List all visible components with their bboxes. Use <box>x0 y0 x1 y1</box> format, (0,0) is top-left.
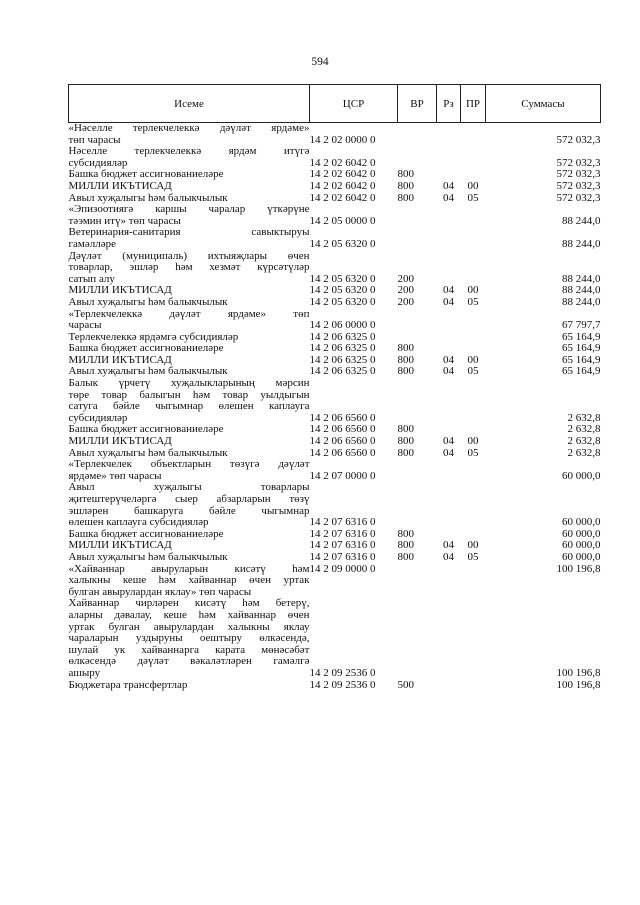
row-name-line: эшләрен башкаруга бәйле чыгымнар <box>68 504 310 517</box>
row-name <box>69 204 310 227</box>
row-name-line: сатып алу <box>68 272 115 285</box>
row-name-line: Дәүләт (муниципаль) ихтыяҗлары өчен <box>68 249 310 262</box>
row-rz: 04 <box>443 365 454 378</box>
row-csr: 14 2 07 6316 0 <box>309 527 376 540</box>
row-sum: 60 000,0 <box>562 516 601 529</box>
row-name-line: ашыру <box>68 666 101 679</box>
row-name-line: төп чарасы <box>68 133 121 146</box>
row-sum: 88 244,0 <box>562 272 601 285</box>
row-vr: 800 <box>397 365 414 378</box>
row-name-line: субсидияләр <box>68 411 128 424</box>
row-name-line: Башка бюджет ассигнованиеләре <box>68 168 224 181</box>
row-vr: 800 <box>397 179 414 192</box>
row-name-line: уртак булган авырулардан халыкны яклау <box>68 620 310 633</box>
row-name-line: Нәселле терлекчелеккә ярдәм итүгә <box>68 145 310 158</box>
table-row <box>69 552 601 564</box>
row-csr: 14 2 05 6320 0 <box>309 295 376 308</box>
row-csr: 14 2 02 6042 0 <box>309 168 376 181</box>
row-sum: 2 632,8 <box>567 411 601 424</box>
row-name-line: МИЛЛИ ИКЪТИСАД <box>68 353 172 366</box>
row-pr: 00 <box>467 353 479 366</box>
row-name-line: өлешен каплауга субсидияләр <box>68 516 209 529</box>
row-name-line: Башка бюджет ассигнованиеләре <box>68 342 224 355</box>
row-pr <box>461 204 486 227</box>
row-sum: 88 244,0 <box>562 295 601 308</box>
row-rz <box>437 227 461 250</box>
header-csr: ЦСР <box>310 85 398 123</box>
row-name-line: чарасы <box>68 319 102 332</box>
row-csr: 14 2 07 6316 0 <box>309 516 376 529</box>
row-rz <box>437 680 461 692</box>
row-sum: 572 032,3 <box>556 179 601 192</box>
row-name-line: Балык үрчетү хуҗалыкларының мәрсин <box>68 377 310 390</box>
row-sum: 65 164,9 <box>562 365 601 378</box>
row-name <box>69 146 310 169</box>
row-vr: 800 <box>397 550 414 563</box>
row-csr: 14 2 06 6560 0 <box>309 423 376 436</box>
row-vr: 200 <box>397 272 414 285</box>
row-vr: 200 <box>397 295 414 308</box>
table-row <box>69 297 601 309</box>
row-name <box>69 123 310 147</box>
row-name-line: сатуга бәйле чыгымнар өлешен каплауга <box>68 400 310 413</box>
row-name <box>69 564 310 599</box>
row-pr <box>461 564 486 599</box>
row-name <box>69 309 310 332</box>
row-csr: 14 2 05 6320 0 <box>309 284 376 297</box>
row-name-line: Хайваннар чирләрен кисәтү һәм бетерү, <box>68 597 310 610</box>
row-name-line: Авыл хуҗалыгы һәм балыкчылык <box>68 365 228 378</box>
table-row <box>69 204 601 227</box>
row-pr: 05 <box>467 446 479 459</box>
row-vr: 800 <box>397 527 414 540</box>
row-csr: 14 2 02 0000 0 <box>309 133 376 146</box>
row-vr: 800 <box>397 423 414 436</box>
row-pr <box>461 123 486 147</box>
row-name-line: Авыл хуҗалыгы һәм балыкчылык <box>68 446 228 459</box>
row-csr: 14 2 06 6325 0 <box>309 342 376 355</box>
row-vr: 200 <box>397 284 414 297</box>
row-sum: 572 032,3 <box>556 191 601 204</box>
row-pr <box>461 227 486 250</box>
row-name <box>69 181 310 193</box>
row-sum: 100 196,8 <box>556 666 601 679</box>
row-csr: 14 2 06 6325 0 <box>309 330 376 343</box>
row-name <box>69 680 310 692</box>
row-vr: 500 <box>397 678 414 691</box>
row-name-line: Авыл хуҗалыгы товарлары <box>68 481 310 494</box>
row-rz <box>437 309 461 332</box>
row-name-line: «Эпизоотиягә каршы чаралар үткәрүне <box>68 203 310 216</box>
row-csr: 14 2 05 0000 0 <box>309 214 376 227</box>
row-vr: 800 <box>397 435 414 448</box>
row-pr <box>461 482 486 528</box>
row-name <box>69 552 310 564</box>
row-rz <box>437 204 461 227</box>
row-name <box>69 436 310 448</box>
row-csr: 14 2 06 6560 0 <box>309 435 376 448</box>
row-name <box>69 598 310 679</box>
row-name-line: Авыл хуҗалыгы һәм балыкчылык <box>68 295 228 308</box>
row-rz: 04 <box>443 550 454 563</box>
row-name-line: гамәлләре <box>68 237 116 250</box>
table-row <box>69 564 601 599</box>
header-vr: ВР <box>398 85 437 123</box>
row-csr: 14 2 02 6042 0 <box>309 191 376 204</box>
row-name <box>69 251 310 286</box>
row-name-line: «Терлекчелек объектларын төзүгә дәүләт <box>68 458 310 471</box>
row-rz: 04 <box>443 295 454 308</box>
row-name-line: Терлекчелеккә ярдәмгә субсидияләр <box>68 330 239 343</box>
row-pr <box>461 378 486 424</box>
table-row <box>69 309 601 332</box>
row-name-line: халыкны кеше һәм хайваннар өчен уртак <box>68 574 310 587</box>
row-vr <box>398 459 437 482</box>
row-name-line: аларны дәвалау, кеше һәм хайваннар өчен <box>68 608 310 621</box>
row-csr: 14 2 07 6316 0 <box>309 539 376 552</box>
row-vr <box>398 482 437 528</box>
row-sum: 65 164,9 <box>562 330 601 343</box>
row-sum: 88 244,0 <box>562 284 601 297</box>
row-vr <box>398 146 437 169</box>
row-rz: 04 <box>443 435 454 448</box>
row-rz: 04 <box>443 446 454 459</box>
row-rz <box>437 251 461 286</box>
row-csr: 14 2 09 0000 0 <box>309 562 376 575</box>
row-pr: 05 <box>467 550 479 563</box>
table-row <box>69 436 601 448</box>
table-header-row <box>69 85 601 123</box>
row-vr <box>398 123 437 147</box>
row-sum: 2 632,8 <box>567 423 601 436</box>
row-csr: 14 2 07 0000 0 <box>309 469 376 482</box>
row-vr <box>398 378 437 424</box>
row-name-line: «Терлекчелеккә дәүләт ярдәме» төп <box>68 307 310 320</box>
row-csr: 14 2 05 6320 0 <box>309 272 376 285</box>
row-sum: 100 196,8 <box>556 562 601 575</box>
row-rz: 04 <box>443 284 454 297</box>
row-csr: 14 2 06 6560 0 <box>309 411 376 424</box>
row-sum: 60 000,0 <box>562 527 601 540</box>
row-name-line: Авыл хуҗалыгы һәм балыкчылык <box>68 191 228 204</box>
table-row <box>69 598 601 679</box>
row-rz: 04 <box>443 191 454 204</box>
row-pr <box>461 680 486 692</box>
row-pr: 00 <box>467 179 479 192</box>
row-rz: 04 <box>443 539 454 552</box>
row-name-line: МИЛЛИ ИКЪТИСАД <box>68 539 172 552</box>
row-pr <box>461 332 486 344</box>
row-name-line: тәэмин итү» төп чарасы <box>68 214 181 227</box>
row-name-line: товарлар, эшләр һәм хезмәт күрсәтүләр <box>68 261 310 274</box>
row-sum: 572 032,3 <box>556 168 601 181</box>
row-vr <box>398 309 437 332</box>
row-name-line: субсидияләр <box>68 156 128 169</box>
row-name-line: Бюджетара трансфертлар <box>68 678 188 691</box>
row-pr: 00 <box>467 435 479 448</box>
row-rz <box>437 332 461 344</box>
row-name <box>69 378 310 424</box>
row-name-line: Башка бюджет ассигнованиеләре <box>68 423 224 436</box>
row-vr <box>398 204 437 227</box>
row-pr <box>461 309 486 332</box>
row-pr: 05 <box>467 191 479 204</box>
row-pr <box>461 251 486 286</box>
row-csr: 14 2 06 6325 0 <box>309 353 376 366</box>
header-sum: Суммасы <box>486 85 601 123</box>
table-row <box>69 482 601 528</box>
row-pr: 00 <box>467 284 479 297</box>
row-vr: 800 <box>397 353 414 366</box>
row-vr: 800 <box>397 342 414 355</box>
row-name-line: чараларын уздыруны оештыру өлкәсендә, <box>68 632 310 645</box>
row-sum: 88 244,0 <box>562 214 601 227</box>
row-name-line: Башка бюджет ассигнованиеләре <box>68 527 224 540</box>
row-vr <box>398 227 437 250</box>
row-vr <box>398 564 437 599</box>
row-name-line: ярдәме» төп чарасы <box>68 469 162 482</box>
table-row <box>69 227 601 250</box>
table-row <box>69 146 601 169</box>
row-rz <box>437 123 461 147</box>
row-rz <box>437 482 461 528</box>
table-row <box>69 123 601 147</box>
row-csr: 14 2 07 6316 0 <box>309 550 376 563</box>
row-rz <box>437 146 461 169</box>
row-name-line: өлкәсендә дәүләт вәкаләтләрен гамәлгә <box>68 655 310 668</box>
row-csr: 14 2 09 2536 0 <box>309 678 376 691</box>
row-rz: 04 <box>443 353 454 366</box>
row-vr: 800 <box>397 446 414 459</box>
row-rz <box>437 598 461 679</box>
row-pr <box>461 459 486 482</box>
row-name-line: МИЛЛИ ИКЪТИСАД <box>68 179 172 192</box>
row-vr: 800 <box>397 539 414 552</box>
row-sum: 65 164,9 <box>562 342 601 355</box>
row-name-line: шулай ук хайваннарга карата мөнәсәбәт <box>68 643 310 656</box>
row-sum: 60 000,0 <box>562 550 601 563</box>
row-rz: 04 <box>443 179 454 192</box>
table-row <box>69 181 601 193</box>
header-name: Исеме <box>69 85 310 123</box>
row-rz <box>437 564 461 599</box>
row-name-line: «Хайваннар авыруларын кисәтү һәм <box>68 562 310 575</box>
row-name-line: җитештерүчеләргә сыер абзарларын төзү <box>68 493 310 505</box>
row-csr: 14 2 06 6560 0 <box>309 446 376 459</box>
row-name <box>69 297 310 309</box>
page-number: 594 <box>311 56 329 68</box>
row-pr <box>461 146 486 169</box>
row-sum: 2 632,8 <box>567 446 601 459</box>
row-sum: 60 000,0 <box>562 469 601 482</box>
row-pr: 05 <box>467 365 479 378</box>
row-name-line: булган авырулардан яклау» төп чарасы <box>68 585 252 598</box>
row-csr: 14 2 05 6320 0 <box>309 237 376 250</box>
row-pr: 00 <box>467 539 479 552</box>
row-name-line: «Нәселле терлекчелеккә дәүләт ярдәме» <box>68 122 310 134</box>
table-row <box>69 459 601 482</box>
row-sum: 65 164,9 <box>562 353 601 366</box>
row-name-line: МИЛЛИ ИКЪТИСАД <box>68 435 172 448</box>
row-pr <box>461 598 486 679</box>
row-csr: 14 2 09 2536 0 <box>309 666 376 679</box>
row-sum: 2 632,8 <box>567 435 601 448</box>
row-name-line: Авыл хуҗалыгы һәм балыкчылык <box>68 550 228 563</box>
header-rz: Рз <box>437 85 461 123</box>
row-sum: 100 196,8 <box>556 678 601 691</box>
row-name <box>69 459 310 482</box>
header-pr: ПР <box>461 85 486 123</box>
row-csr: 14 2 06 0000 0 <box>309 319 376 332</box>
budget-table <box>68 84 601 691</box>
table-body <box>69 123 601 692</box>
row-name-line: төре товар балыгын һәм товар уылдыгын <box>68 388 310 401</box>
table-row <box>69 378 601 424</box>
row-vr: 800 <box>397 191 414 204</box>
row-csr: 14 2 02 6042 0 <box>309 179 376 192</box>
row-csr: 14 2 02 6042 0 <box>309 156 376 169</box>
row-sum: 67 797,7 <box>562 319 601 332</box>
table-row <box>69 680 601 692</box>
row-vr <box>398 598 437 679</box>
row-sum: 60 000,0 <box>562 539 601 552</box>
row-name-line: МИЛЛИ ИКЪТИСАД <box>68 284 172 297</box>
row-rz <box>437 378 461 424</box>
row-name <box>69 482 310 528</box>
row-sum: 88 244,0 <box>562 237 601 250</box>
row-sum: 572 032,3 <box>556 156 601 169</box>
row-name <box>69 227 310 250</box>
row-csr: 14 2 06 6325 0 <box>309 365 376 378</box>
row-pr: 05 <box>467 295 479 308</box>
row-sum: 572 032,3 <box>556 133 601 146</box>
row-vr: 800 <box>397 168 414 181</box>
table-row <box>69 251 601 286</box>
row-rz <box>437 459 461 482</box>
row-name-line: Ветеринария-санитария савыктыруы <box>68 226 310 239</box>
